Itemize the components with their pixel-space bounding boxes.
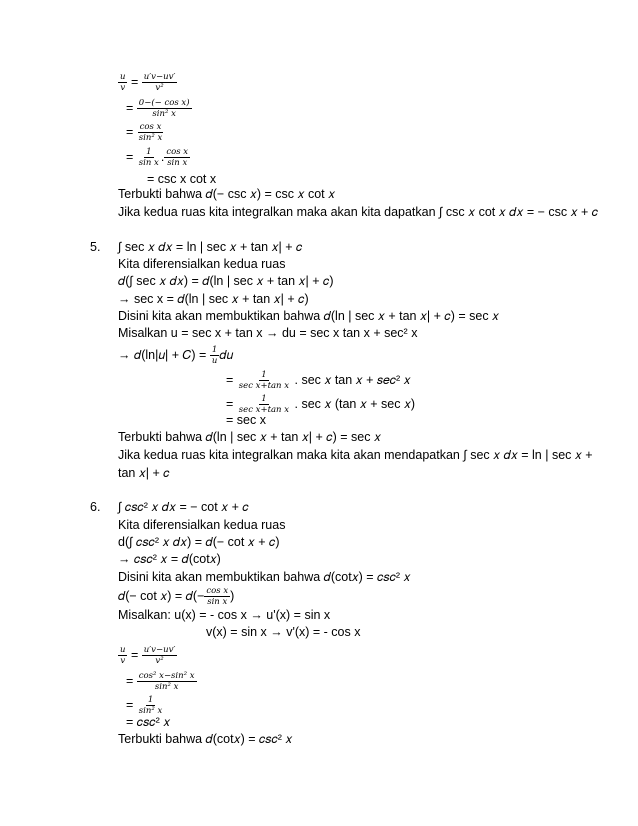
derivation-step: = $\frac{\text{0−(− cos x)}}{\text{sin² x}}$ [126,98,190,119]
text-line: Misalkan u = sec x + tan x → du = sec x tan x + sec² x [118,326,418,340]
fraction: $\frac{1}{\text{sin² x}}$ [138,695,163,716]
conclusion: tan 𝑥| + 𝑐 [118,466,170,480]
derivation-step: = sec x [226,413,266,427]
fraction: $\frac{\text{cos² x−sin² x}}{\text{sin² x}}$ [138,671,195,692]
fraction: $\frac{1}{\text{sin x}}$ [138,147,159,168]
item-number: 5. [90,240,101,254]
text-line: 𝑑(∫ sec 𝑥 𝑑𝑥) = 𝑑(ln | sec 𝑥 + tan 𝑥| + 𝑐) [118,274,334,288]
derivation-step: → 𝑑(ln|𝑢| + 𝐶) = $\frac{1}{u}$ 𝑑𝑢 [118,345,234,366]
text-line: v(x) = sin x → v'(x) = - cos x [206,625,361,639]
text-line: Disini kita akan membuktikan bahwa 𝑑(cot𝑥) = 𝑐𝑠𝑐² 𝑥 [118,570,411,584]
derivation-step: = $\frac{1}{\text{sec x+tan x}}$ . sec 𝑥 (tan 𝑥 + sec 𝑥) [226,394,416,415]
text-line: d(∫ 𝑐𝑠𝑐² 𝑥 𝑑𝑥) = 𝑑(− cot 𝑥 + 𝑐) [118,535,280,549]
text-line: Kita diferensialkan kedua ruas [118,518,286,532]
derivation-step: = $\frac{\text{cos² x−sin² x}}{\text{sin² x}}$ [126,671,195,692]
fraction: $\frac{1}{\text{sec x+tan x}}$ [238,370,290,391]
conclusion: Terbukti bahwa 𝑑(ln | sec 𝑥 + tan 𝑥| + 𝑐) = sec 𝑥 [118,430,381,444]
statement: ∫ 𝑐𝑠𝑐² 𝑥 𝑑𝑥 = − cot 𝑥 + 𝑐 [118,500,249,514]
derivation-step: = $\frac{1}{\text{sec x+tan x}}$ . sec 𝑥 tan 𝑥 + 𝑠𝑒𝑐² 𝑥 [226,370,411,391]
text-line: Kita diferensialkan kedua ruas [118,257,286,271]
conclusion: Terbukti bahwa 𝑑(cot𝑥) = 𝑐𝑠𝑐² 𝑥 [118,732,293,746]
conclusion: Jika kedua ruas kita integralkan maka akan kita dapatkan ∫ csc 𝑥 cot 𝑥 𝑑𝑥 = − csc 𝑥 + 𝑐 [118,205,599,219]
conclusion: Terbukti bahwa 𝑑(− csc 𝑥) = csc 𝑥 cot 𝑥 [118,187,336,201]
text-line: → 𝑐𝑠𝑐² 𝑥 = 𝑑(cot𝑥) [118,552,221,566]
derivation-step: = 𝑐𝑠𝑐² 𝑥 [126,715,171,729]
item-number: 6. [90,500,101,514]
fraction: $\frac{u}{v}$ [120,72,126,93]
derivation-step: = $\frac{1}{\text{sin x}}$ . $\frac{\text{cos x}}{\text{sin x}}$ [126,147,189,168]
fraction: $\frac{\text{0−(− cos x)}}{\text{sin² x}}$ [138,98,190,119]
fraction: $\frac{1}{\text{sec x+tan x}}$ [238,394,290,415]
derivation-step: = $\frac{\text{cos x}}{\text{sin² x}}$ [126,122,163,143]
text-line: Disini kita akan membuktikan bahwa 𝑑(ln | sec 𝑥 + tan 𝑥| + 𝑐) = sec 𝑥 [118,309,500,323]
fraction: $\frac{u}{v}$ [120,645,126,666]
fraction: $\frac{\text{cos x}}{\text{sin x}}$ [166,147,189,168]
fraction: $\frac{u'v-uv'}{\text{v²}}$ [143,645,176,666]
frac-uv-line: $\frac{u}{v}$ = $\frac{u'v-uv'}{\text{v²}}$ [120,72,176,93]
text-line: → sec x = 𝑑(ln | sec 𝑥 + tan 𝑥| + 𝑐) [118,292,309,306]
fraction: $\frac{u'v-uv'}{\text{v²}}$ [143,72,176,93]
conclusion: Jika kedua ruas kita integralkan maka kita akan mendapatkan ∫ sec 𝑥 𝑑𝑥 = ln | sec 𝑥 + [118,448,593,462]
fraction: $\frac{\text{cos x}}{\text{sin² x}}$ [138,122,163,143]
fraction: $\frac{1}{u}$ [211,345,218,366]
derivation-step: = csc x cot x [147,172,217,186]
text-line: Misalkan: u(x) = - cos x → u'(x) = sin x [118,608,331,622]
derivation-step: $\frac{u}{v}$ = $\frac{u'v-uv'}{\text{v²}}$ [120,645,176,666]
fraction: $\frac{\text{cos x}}{\text{sin x}}$ [206,586,229,607]
derivation-step: = $\frac{1}{\text{sin² x}}$ [126,695,163,716]
statement: ∫ sec 𝑥 𝑑𝑥 = ln | sec 𝑥 + tan 𝑥| + 𝑐 [118,240,303,254]
derivation-step: 𝑑(− cot 𝑥) = 𝑑(− $\frac{\text{cos x}}{\text{sin x}}$ ) [118,586,235,607]
